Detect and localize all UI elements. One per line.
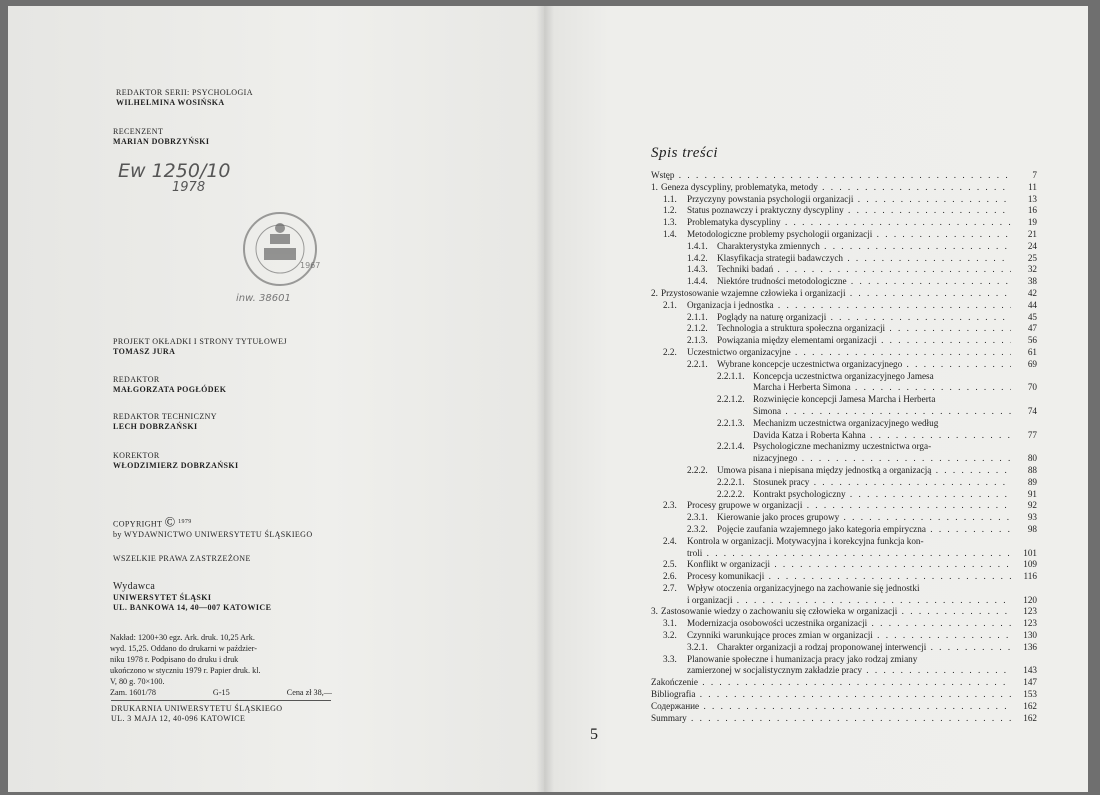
toc-entry [651, 347, 1037, 359]
toc-entry-title: Summary . . . [651, 713, 1011, 725]
toc-entry [651, 559, 1037, 571]
series-editor-block [116, 88, 253, 108]
toc-entry-title: Przyczyny powstania psychologii organizacji . . . [687, 194, 1011, 206]
toc-entry-number: 2.1. [663, 299, 677, 310]
imprint-line: ukończono w styczniu 1979 r. Papier druk. kl. [110, 666, 261, 675]
toc-entry [651, 312, 1037, 324]
toc-entry-page: 16 [1027, 205, 1037, 216]
toc-entry [651, 654, 1037, 678]
toc-entry-title: Techniki badań . . . [717, 264, 1011, 276]
toc-entry-title: Rozwinięcie koncepcji Jamesa Marcha i Herberta [753, 394, 936, 405]
toc-entry-number: 2.5. [663, 559, 677, 570]
toc-entry-page: 32 [1027, 264, 1037, 275]
toc-entry [651, 524, 1037, 536]
imprint-line: V, 80 g. 70×100. [110, 677, 165, 686]
toc-entry-title: Klasyfikacja strategii badawczych . . . [717, 253, 1011, 265]
toc-entry-title: Wstęp . . . [651, 170, 1011, 182]
toc-entry-page: 45 [1027, 311, 1037, 322]
toc-entry-title: Charakterystyka zmiennych . . . [717, 241, 1011, 253]
toc-entry [651, 241, 1037, 253]
toc-entry-number: 2.1.1. [687, 311, 708, 322]
series-editor-label: REDAKTOR SERII: PSYCHOLOGIA [116, 88, 253, 97]
toc-title: Spis treści [651, 145, 719, 161]
toc-entry-title: Kierowanie jako proces grupowy . . . [717, 512, 1011, 524]
toc-entry-page: 25 [1027, 252, 1037, 263]
toc-entry-page: 80 [1027, 453, 1037, 464]
proofreader-label: KOREKTOR [113, 451, 160, 460]
imprint-price: Cena zł 38,— [286, 688, 332, 697]
toc-entry-page: 42 [1027, 287, 1037, 298]
toc-entry-title: Problematyka dyscypliny . . . [687, 217, 1011, 229]
toc-entry [651, 229, 1037, 241]
cover-design-block [113, 337, 287, 357]
toc-entry-title: Psychologiczne mechanizmy uczestnictwa orga- [753, 441, 932, 452]
toc-entry-number: 2.7. [663, 582, 677, 593]
toc-entry-page: 143 [1023, 665, 1037, 676]
printer-address: UL. 3 MAJA 12, 40-096 KATOWICE [111, 714, 246, 723]
library-stamp [228, 206, 332, 292]
toc-entry-number: 2.2.1.3. [717, 417, 745, 428]
toc-entry-number: 3.2.1. [687, 641, 708, 652]
toc-entry-title: Wybrane koncepcje uczestnictwa organizacyjnego . . . [717, 359, 1011, 371]
toc-entry [651, 489, 1037, 501]
toc-entry-page: 93 [1027, 512, 1037, 523]
toc-entry-number: 2.4. [663, 535, 677, 546]
toc-entry-page: 38 [1027, 276, 1037, 287]
toc-entry-page: 120 [1023, 594, 1037, 605]
toc-entry-title: troli . . . [687, 548, 1011, 560]
reviewer-name: MARIAN DOBRZYŃSKI [113, 137, 210, 146]
toc-entry [651, 276, 1037, 288]
toc-entry [651, 264, 1037, 276]
toc-entry [651, 536, 1037, 560]
toc-entry-title: Bibliografia . . . [651, 689, 1011, 701]
toc-entry-page: 92 [1027, 500, 1037, 511]
toc-entry-number: 2.3.2. [687, 523, 708, 534]
toc-entry-title: Poglądy na naturę organizacji . . . [717, 312, 1011, 324]
toc-entry-page: 44 [1027, 299, 1037, 310]
table-of-contents [651, 170, 1037, 724]
toc-entry [651, 642, 1037, 654]
toc-entry-page: 7 [1032, 170, 1037, 180]
toc-entry [651, 288, 1037, 300]
toc-entry-number: 1.4.4. [687, 276, 708, 287]
toc-entry-number: 2.6. [663, 571, 677, 582]
toc-entry-number: 1.3. [663, 217, 677, 228]
toc-entry-title: Kontrakt psychologiczny . . . [753, 489, 1011, 501]
toc-entry-title: Uczestnictwo organizacyjne . . . [687, 347, 1011, 359]
toc-entry-number: 1.1. [663, 193, 677, 204]
toc-entry [651, 194, 1037, 206]
toc-entry-page: 162 [1023, 700, 1037, 711]
publisher-label: Wydawca [113, 581, 156, 592]
toc-entry-page: 147 [1023, 677, 1037, 688]
toc-entry [651, 465, 1037, 477]
toc-entry [651, 500, 1037, 512]
imprint-order-row [110, 687, 332, 698]
handwritten-shelfmark: Ew 1250/10 [118, 160, 231, 182]
reviewer-label: RECENZENT [113, 127, 164, 136]
toc-entry-page: 77 [1027, 429, 1037, 440]
toc-entry-page: 91 [1027, 488, 1037, 499]
toc-entry-number: 3.3. [663, 653, 677, 664]
toc-entry-title: Simona . . . [753, 406, 1011, 418]
toc-entry-page: 47 [1027, 323, 1037, 334]
toc-entry [651, 205, 1037, 217]
proofreader-name: WŁODZIMIERZ DOBRZAŃSKI [113, 461, 239, 470]
toc-entry-page: 116 [1023, 571, 1037, 582]
printer-name: DRUKARNIA UNIWERSYTETU ŚLĄSKIEGO [111, 704, 283, 713]
toc-entry-page: 109 [1023, 559, 1037, 570]
toc-entry-title: Charakter organizacji a rodzaj proponowanej interwencji . . . [717, 642, 1011, 654]
toc-entry [651, 689, 1037, 701]
toc-entry-page: 162 [1023, 712, 1037, 723]
toc-entry-title: Содержание . . . [651, 701, 1011, 713]
tech-editor-name: LECH DOBRZAŃSKI [113, 422, 198, 431]
toc-entry-number: 2. [651, 287, 658, 298]
toc-entry-page: 70 [1027, 382, 1037, 393]
copyright-year: 1979 [178, 519, 192, 525]
book-gutter [536, 6, 554, 792]
toc-entry [651, 618, 1037, 630]
toc-entry-page: 11 [1028, 181, 1037, 192]
toc-entry-title: Procesy komunikacji . . . [687, 571, 1011, 583]
toc-entry-number: 2.2. [663, 346, 677, 357]
imprint-line: niku 1978 r. Podpisano do druku i druk [110, 655, 239, 664]
toc-entry [651, 359, 1037, 371]
toc-entry-title: i organizacji . . . [687, 595, 1011, 607]
toc-entry-number: 2.2.2. [687, 464, 708, 475]
toc-entry-number: 2.1.2. [687, 323, 708, 334]
toc-entry [651, 630, 1037, 642]
toc-entry-number: 2.3.1. [687, 512, 708, 523]
toc-entry-title: Stosunek pracy . . . [753, 477, 1011, 489]
handwritten-year: 1978 [172, 180, 206, 195]
toc-entry-title: Przystosowanie wzajemne człowieka i organizacji . . . [661, 288, 1011, 300]
toc-entry-title: Modernizacja osobowości uczestnika organizacji . . . [687, 618, 1011, 630]
stamp-year: 1967 [300, 261, 321, 270]
toc-entry [651, 371, 1037, 395]
toc-entry-number: 1. [651, 181, 658, 192]
toc-entry [651, 606, 1037, 618]
toc-entry-number: 3. [651, 606, 658, 617]
toc-entry-title: Marcha i Herberta Simona . . . [753, 382, 1011, 394]
toc-entry-title: Mechanizm uczestnictwa organizacyjnego według [753, 417, 939, 428]
reviewer-block [113, 127, 209, 147]
imprint-line: wyd. 15,25. Oddano do drukarni w paździer- [110, 644, 257, 653]
toc-entry-number: 2.2.2.2. [717, 488, 745, 499]
imprint-order: Zam. 1601/78 [110, 688, 156, 697]
toc-entry-page: 61 [1027, 346, 1037, 357]
proofreader-block [113, 451, 239, 471]
toc-entry-page: 13 [1027, 193, 1037, 204]
toc-entry-page: 24 [1027, 240, 1037, 251]
toc-entry-page: 130 [1023, 630, 1037, 641]
toc-entry-title: Koncepcja uczestnictwa organizacyjnego Jamesa [753, 370, 934, 381]
toc-entry [651, 583, 1037, 607]
tech-editor-block [113, 412, 217, 432]
toc-entry-title: Zakończenie . . . [651, 677, 1011, 689]
toc-entry [651, 217, 1037, 229]
toc-entry [651, 323, 1037, 335]
toc-entry [651, 571, 1037, 583]
toc-entry-title: Technologia a struktura społeczna organizacji . . . [717, 323, 1011, 335]
toc-entry-title: Metodologiczne problemy psychologii organizacji . . . [687, 229, 1011, 241]
toc-entry-title: Konflikt w organizacji . . . [687, 559, 1011, 571]
toc-entry-page: 136 [1023, 641, 1037, 652]
toc-entry-title: nizacyjnego . . . [753, 453, 1011, 465]
toc-entry [651, 441, 1037, 465]
editor-name: MAŁGORZATA POGŁÓDEK [113, 385, 227, 394]
cover-design-name: TOMASZ JURA [113, 347, 176, 356]
toc-entry [651, 170, 1037, 182]
toc-entry-page: 74 [1027, 405, 1037, 416]
toc-entry [651, 677, 1037, 689]
imprint-line: Nakład: 1200+30 egz. Ark. druk. 10,25 Ark. [110, 633, 255, 642]
toc-entry-page: 89 [1027, 476, 1037, 487]
toc-entry-title: Procesy grupowe w organizacji . . . [687, 500, 1011, 512]
toc-entry [651, 477, 1037, 489]
toc-entry-number: 2.2.2.1. [717, 476, 745, 487]
publisher-address: UL. BANKOWA 14, 40—007 KATOWICE [113, 603, 272, 612]
toc-entry-title: zamierzonej w socjalistycznym zakładzie pracy . . . [687, 665, 1011, 677]
printing-imprint [110, 632, 332, 698]
toc-entry-title: Planowanie społeczne i humanizacja pracy jako rodzaj zmiany [687, 653, 918, 664]
toc-entry-title: Pojęcie zaufania wzajemnego jako kategoria empiryczna . . . [717, 524, 1011, 536]
toc-entry-page: 69 [1027, 358, 1037, 369]
editor-block [113, 375, 226, 395]
toc-entry-number: 2.2.1.2. [717, 394, 745, 405]
toc-entry-page: 21 [1027, 228, 1037, 239]
toc-entry-number: 1.4. [663, 228, 677, 239]
toc-entry-page: 123 [1023, 618, 1037, 629]
toc-entry [651, 701, 1037, 713]
toc-entry-number: 3.2. [663, 630, 677, 641]
toc-entry-page: 123 [1023, 606, 1037, 617]
toc-entry [651, 335, 1037, 347]
toc-entry [651, 418, 1037, 442]
copyright-holder: by WYDAWNICTWO UNIWERSYTETU ŚLĄSKIEGO [113, 529, 313, 539]
toc-entry-number: 3.1. [663, 618, 677, 629]
toc-entry-number: 1.4.1. [687, 240, 708, 251]
toc-entry-title: Zastosowanie wiedzy o zachowaniu się człowieka w organizacji . . . [661, 606, 1011, 618]
printer-block [111, 700, 331, 724]
page-number: 5 [590, 726, 598, 743]
publisher-block [113, 581, 271, 613]
tech-editor-label: REDAKTOR TECHNICZNY [113, 412, 217, 421]
copyright-symbol: © [164, 515, 176, 531]
toc-entry [651, 253, 1037, 265]
toc-entry-title: Davida Katza i Roberta Kahna . . . [753, 430, 1011, 442]
toc-entry [651, 713, 1037, 725]
toc-entry-title: Niektóre trudności metodologiczne . . . [717, 276, 1011, 288]
toc-entry-title: Kontrola w organizacji. Motywacyjna i korekcyjna funkcja kon- [687, 535, 924, 546]
toc-entry [651, 300, 1037, 312]
series-editor-name: WILHELMINA WOSIŃSKA [116, 98, 225, 107]
toc-entry [651, 182, 1037, 194]
toc-entry-page: 153 [1023, 689, 1037, 700]
copyright-label: COPYRIGHT [113, 519, 163, 529]
toc-entry-number: 2.3. [663, 500, 677, 511]
toc-entry-number: 1.4.3. [687, 264, 708, 275]
toc-entry-title: Czynniki warunkujące proces zmian w organizacji . . . [687, 630, 1011, 642]
rights-reserved: WSZELKIE PRAWA ZASTRZEŻONE [113, 554, 251, 563]
toc-entry-number: 1.4.2. [687, 252, 708, 263]
toc-entry-title: Powiązania między elementami organizacji . . . [717, 335, 1011, 347]
toc-entry-number: 2.2.1.1. [717, 370, 745, 381]
toc-entry-page: 98 [1027, 523, 1037, 534]
toc-entry-number: 2.1.3. [687, 335, 708, 346]
toc-entry-page: 101 [1023, 547, 1037, 558]
imprint-code: G-15 [212, 688, 230, 697]
toc-entry-title: Status poznawczy i praktyczny dyscypliny . . . [687, 205, 1011, 217]
toc-entry-number: 2.2.1. [687, 358, 708, 369]
publisher-name: UNIWERSYTET ŚLĄSKI [113, 593, 212, 602]
toc-entry-title: Umowa pisana i niepisana między jednostką a organizacją . . . [717, 465, 1011, 477]
toc-entry-page: 19 [1027, 217, 1037, 228]
handwritten-inventory: inw. 38601 [236, 293, 291, 304]
editor-label: REDAKTOR [113, 375, 160, 384]
toc-entry-page: 56 [1027, 335, 1037, 346]
toc-entry-title: Geneza dyscypliny, problematyka, metody . . . [661, 182, 1011, 194]
toc-entry-title: Wpływ otoczenia organizacyjnego na zachowanie się jednostki [687, 582, 920, 593]
copyright-block [113, 517, 313, 540]
cover-design-label: PROJEKT OKŁADKI I STRONY TYTUŁOWEJ [113, 337, 287, 346]
toc-entry-page: 88 [1027, 464, 1037, 475]
toc-entry-number: 2.2.1.4. [717, 441, 745, 452]
toc-entry-title: Organizacja i jednostka . . . [687, 300, 1011, 312]
toc-entry [651, 394, 1037, 418]
toc-entry [651, 512, 1037, 524]
toc-entry-number: 1.2. [663, 205, 677, 216]
